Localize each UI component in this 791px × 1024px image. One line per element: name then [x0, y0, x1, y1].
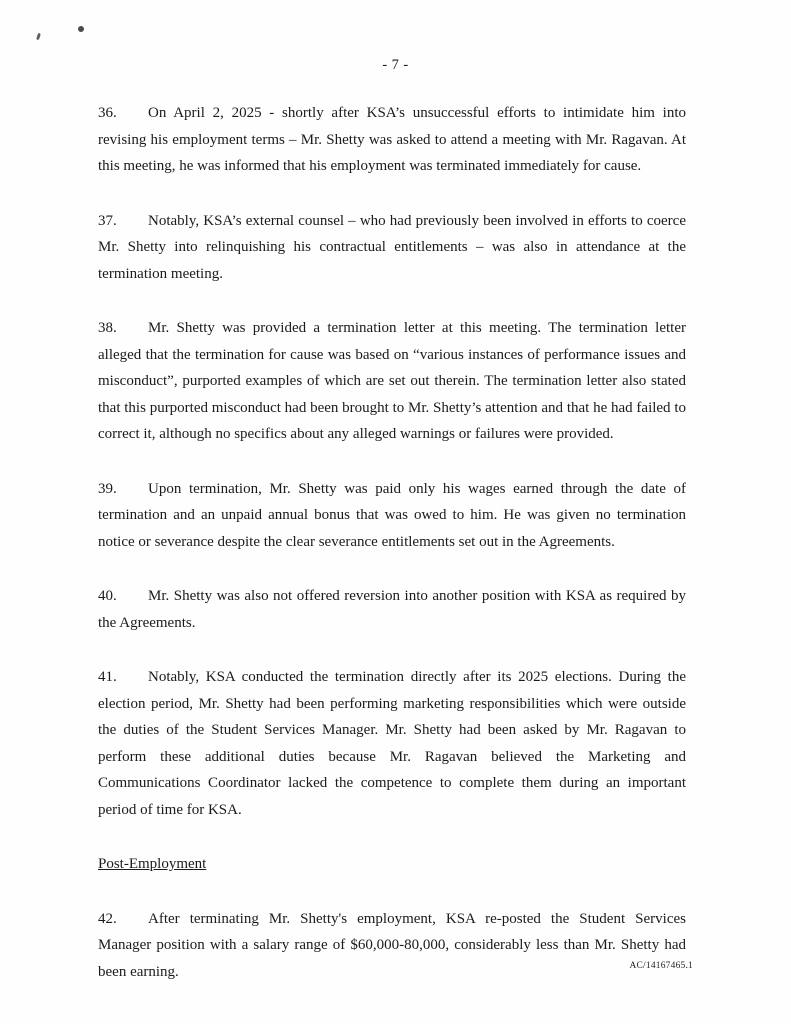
paragraph-text: Mr. Shetty was also not offered reversion into another position with KSA as required by the Agreements.: [98, 588, 686, 631]
paragraph-text: Mr. Shetty was provided a termination letter at this meeting. The termination letter alleged that the termination for cause was based on “various instances of performance issues and misconduct”, purported examples of which are set out therein. The termination letter also stated that this purported misconduct had been brought to Mr. Shetty’s attention and that he had failed to correct it, although no specifics about any alleged warnings or failures were provided.: [98, 320, 686, 442]
paragraph-38: [98, 315, 686, 448]
paragraph-text: Notably, KSA’s external counsel – who had previously been involved in efforts to coerce Mr. Shetty into relinquishing his contractual entitlements – was also in attendance at the termination meeting.: [98, 212, 686, 282]
paragraph-text: On April 2, 2025 - shortly after KSA’s unsuccessful efforts to intimidate him into revising his employment terms – Mr. Shetty was asked to attend a meeting with Mr. Ragavan. At this meeting, he was informed that his employment was terminated immediately for cause.: [98, 105, 686, 174]
scan-artifact-icon: [78, 26, 84, 32]
paragraph-41: [98, 664, 686, 823]
paragraph-36: [98, 100, 686, 180]
paragraph-40: [98, 583, 686, 636]
document-body: [98, 100, 686, 1013]
document-reference-code: AC/14167465.1: [629, 961, 693, 971]
paragraph-text: Upon termination, Mr. Shetty was paid only his wages earned through the date of termination and an unpaid annual bonus that was owed to him. He was given no termination notice or severance despite the clear severance entitlements set out in the Agreements.: [98, 480, 686, 550]
paragraph-number: 36.: [98, 105, 117, 121]
paragraph-number: 42.: [98, 910, 117, 927]
paragraph-number: 40.: [98, 588, 117, 604]
paragraph-number: 38.: [98, 320, 117, 336]
section-heading-label: Post-Employment: [98, 856, 207, 872]
paragraph-number: 37.: [98, 212, 117, 229]
paragraph-37: [98, 208, 686, 288]
scan-artifact-icon: [36, 33, 41, 41]
section-heading-post-employment: [98, 851, 686, 878]
paragraph-42: [98, 906, 686, 986]
paragraph-39: [98, 476, 686, 556]
paragraph-text: After terminating Mr. Shetty's employment, KSA re-posted the Student Services Manager position with a salary range of $60,000-80,000, considerably less than Mr. Shetty had been earning.: [98, 910, 686, 980]
page-number: - 7 -: [382, 57, 409, 73]
paragraph-number: 41.: [98, 669, 117, 685]
paragraph-number: 39.: [98, 480, 117, 497]
paragraph-text: Notably, KSA conducted the termination directly after its 2025 elections. During the election period, Mr. Shetty had been performing marketing responsibilities which were outside the duties of the Student Services Manager. Mr. Shetty had been asked by Mr. Ragavan to perform these additional duties because Mr. Ragavan believed the Marketing and Communications Coordinator lacked the competence to complete them during an important period of time for KSA.: [98, 669, 686, 818]
